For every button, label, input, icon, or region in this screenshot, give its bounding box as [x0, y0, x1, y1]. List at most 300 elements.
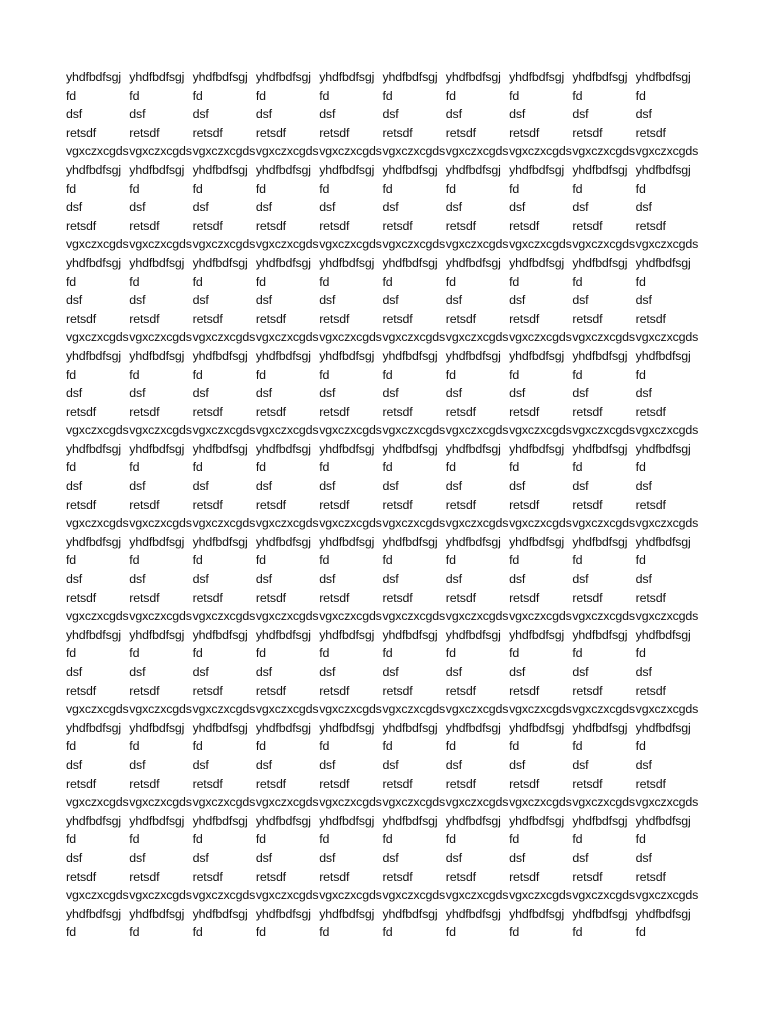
text-cell: vgxczxcgds	[509, 237, 572, 252]
text-cell: dsf	[192, 386, 209, 401]
text-cell: retsdf	[445, 404, 476, 419]
text-cell: dsf	[319, 850, 336, 865]
text-cell: fd	[129, 925, 140, 940]
text-cell: fd	[635, 181, 646, 196]
text-cell: dsf	[319, 572, 336, 587]
text-cell: retsdf	[635, 497, 666, 512]
text-cell: fd	[255, 88, 266, 103]
text-cell: yhdfbdfsgj	[445, 255, 501, 270]
text-cell: yhdfbdfsgj	[129, 441, 185, 456]
text-cell: vgxczxcgds	[382, 330, 446, 345]
text-cell: retsdf	[129, 590, 160, 605]
text-cell: vgxczxcgds	[255, 516, 319, 531]
text-cell: yhdfbdfsgj	[382, 906, 438, 921]
text-cell: yhdfbdfsgj	[572, 906, 628, 921]
text-cell: fd	[129, 274, 140, 289]
text-cell: fd	[255, 274, 266, 289]
text-cell: retsdf	[509, 125, 540, 140]
text-cell: retsdf	[382, 218, 413, 233]
text-cell: vgxczxcgds	[66, 330, 129, 345]
text-cell: fd	[509, 88, 520, 103]
text-cell: dsf	[129, 200, 146, 215]
text-cell: dsf	[635, 479, 652, 494]
text-cell: vgxczxcgds	[319, 516, 382, 531]
text-cell: vgxczxcgds	[66, 888, 129, 903]
text-cell: yhdfbdfsgj	[635, 255, 691, 270]
text-cell: yhdfbdfsgj	[445, 813, 501, 828]
text-cell: retsdf	[129, 311, 160, 326]
text-cell: vgxczxcgds	[445, 888, 509, 903]
text-cell: yhdfbdfsgj	[572, 627, 628, 642]
text-cell: retsdf	[382, 404, 413, 419]
text-cell: retsdf	[66, 218, 97, 233]
text-cell: fd	[382, 181, 393, 196]
text-cell: fd	[255, 646, 266, 661]
text-cell: yhdfbdfsgj	[382, 720, 438, 735]
text-cell: vgxczxcgds	[445, 609, 509, 624]
text-cell: retsdf	[509, 497, 540, 512]
text-cell: retsdf	[635, 218, 666, 233]
text-cell: dsf	[255, 293, 272, 308]
text-cell: dsf	[66, 665, 83, 679]
text-cell: dsf	[255, 850, 272, 865]
text-cell: fd	[319, 460, 330, 475]
text-cell: retsdf	[129, 776, 160, 791]
text-cell: fd	[382, 832, 393, 847]
text-cell: yhdfbdfsgj	[635, 720, 691, 735]
text-cell: retsdf	[509, 869, 540, 884]
text-cell: retsdf	[382, 590, 413, 605]
text-cell: fd	[192, 460, 203, 475]
text-cell: fd	[635, 367, 646, 382]
text-cell: retsdf	[255, 497, 286, 512]
text-cell: retsdf	[445, 311, 476, 326]
text-cell: vgxczxcgds	[509, 795, 572, 810]
text-cell: yhdfbdfsgj	[319, 813, 375, 828]
text-cell: fd	[66, 274, 77, 289]
text-cell: dsf	[66, 572, 83, 587]
text-cell: retsdf	[255, 311, 286, 326]
text-cell: vgxczxcgds	[382, 795, 446, 810]
text-cell: dsf	[255, 479, 272, 494]
text-cell: fd	[509, 274, 520, 289]
text-cell: yhdfbdfsgj	[509, 441, 565, 456]
text-cell: yhdfbdfsgj	[129, 720, 185, 735]
text-cell: yhdfbdfsgj	[445, 162, 501, 177]
text-cell: fd	[129, 367, 140, 382]
text-cell: retsdf	[192, 683, 223, 698]
text-cell: yhdfbdfsgj	[129, 348, 185, 363]
text-cell: vgxczxcgds	[319, 609, 382, 624]
text-cell: dsf	[509, 386, 526, 401]
text-cell: dsf	[635, 850, 652, 865]
text-cell: fd	[129, 88, 140, 103]
text-cell: fd	[319, 553, 330, 568]
text-cell: retsdf	[572, 590, 603, 605]
text-cell: fd	[445, 88, 456, 103]
text-cell: retsdf	[445, 590, 476, 605]
text-cell: yhdfbdfsgj	[382, 813, 438, 828]
text-cell: retsdf	[635, 683, 666, 698]
text-cell: retsdf	[255, 683, 286, 698]
text-cell: retsdf	[66, 869, 97, 884]
text-cell: dsf	[319, 757, 336, 772]
text-cell: yhdfbdfsgj	[255, 162, 311, 177]
text-cell: vgxczxcgds	[635, 609, 699, 624]
text-cell: fd	[445, 460, 456, 475]
text-cell: dsf	[635, 200, 652, 215]
text-cell: fd	[192, 553, 203, 568]
text-cell: fd	[66, 925, 77, 940]
text-cell: vgxczxcgds	[572, 516, 635, 531]
text-cell: yhdfbdfsgj	[255, 627, 311, 642]
text-cell: dsf	[255, 200, 272, 215]
text-cell: retsdf	[445, 776, 476, 791]
text-cell: fd	[382, 274, 393, 289]
text-cell: fd	[66, 460, 77, 475]
text-cell: vgxczxcgds	[635, 330, 699, 345]
text-cell: retsdf	[129, 125, 160, 140]
text-cell: retsdf	[635, 404, 666, 419]
text-cell: yhdfbdfsgj	[635, 70, 691, 84]
text-cell: dsf	[572, 200, 589, 215]
text-cell: dsf	[572, 386, 589, 401]
text-cell: yhdfbdfsgj	[255, 906, 311, 921]
text-cell: dsf	[192, 200, 209, 215]
text-cell: fd	[572, 460, 583, 475]
text-cell: yhdfbdfsgj	[319, 255, 375, 270]
text-cell: yhdfbdfsgj	[66, 441, 121, 456]
text-cell: yhdfbdfsgj	[382, 534, 438, 549]
text-cell: fd	[66, 553, 77, 568]
text-cell: retsdf	[572, 497, 603, 512]
text-cell: dsf	[66, 293, 83, 308]
text-cell: vgxczxcgds	[129, 888, 192, 903]
text-cell: yhdfbdfsgj	[129, 162, 185, 177]
text-cell: yhdfbdfsgj	[192, 441, 248, 456]
text-cell: fd	[319, 274, 330, 289]
text-cell: dsf	[572, 757, 589, 772]
text-cell: yhdfbdfsgj	[66, 906, 121, 921]
text-cell: retsdf	[509, 683, 540, 698]
text-cell: vgxczxcgds	[635, 702, 699, 717]
text-cell: dsf	[509, 665, 526, 679]
text-cell: retsdf	[382, 125, 413, 140]
text-cell: yhdfbdfsgj	[192, 255, 248, 270]
text-cell: dsf	[382, 757, 399, 772]
text-cell: vgxczxcgds	[255, 888, 319, 903]
text-cell: vgxczxcgds	[509, 330, 572, 345]
text-cell: yhdfbdfsgj	[66, 162, 121, 177]
text-cell: yhdfbdfsgj	[445, 348, 501, 363]
text-cell: vgxczxcgds	[319, 144, 382, 159]
text-cell: vgxczxcgds	[382, 702, 446, 717]
text-cell: retsdf	[382, 869, 413, 884]
text-cell: fd	[319, 367, 330, 382]
text-cell: vgxczxcgds	[509, 144, 572, 159]
text-cell: yhdfbdfsgj	[319, 627, 375, 642]
text-cell: fd	[66, 739, 77, 754]
text-cell: dsf	[382, 200, 399, 215]
text-cell: yhdfbdfsgj	[192, 627, 248, 642]
text-cell: yhdfbdfsgj	[635, 348, 691, 363]
text-cell: dsf	[319, 107, 336, 122]
text-cell: retsdf	[255, 218, 286, 233]
text-cell: yhdfbdfsgj	[445, 906, 501, 921]
text-cell: fd	[572, 274, 583, 289]
text-cell: yhdfbdfsgj	[382, 441, 438, 456]
text-cell: retsdf	[572, 218, 603, 233]
text-cell: yhdfbdfsgj	[572, 720, 628, 735]
text-cell: fd	[319, 832, 330, 847]
text-cell: yhdfbdfsgj	[255, 720, 311, 735]
text-cell: yhdfbdfsgj	[509, 813, 565, 828]
text-cell: dsf	[382, 293, 399, 308]
text-cell: yhdfbdfsgj	[572, 70, 628, 84]
text-cell: fd	[66, 367, 77, 382]
text-cell: dsf	[192, 293, 209, 308]
text-cell: retsdf	[445, 218, 476, 233]
text-cell: yhdfbdfsgj	[66, 255, 121, 270]
text-cell: dsf	[129, 850, 146, 865]
text-cell: yhdfbdfsgj	[192, 348, 248, 363]
text-cell: fd	[66, 181, 77, 196]
text-cell: dsf	[445, 293, 462, 308]
text-cell: fd	[192, 925, 203, 940]
text-cell: yhdfbdfsgj	[66, 627, 121, 642]
text-cell: retsdf	[66, 497, 97, 512]
text-cell: retsdf	[509, 590, 540, 605]
text-cell: retsdf	[572, 683, 603, 698]
text-cell: retsdf	[192, 590, 223, 605]
text-cell: fd	[382, 739, 393, 754]
text-cell: retsdf	[66, 311, 97, 326]
text-cell: yhdfbdfsgj	[635, 813, 691, 828]
text-cell: yhdfbdfsgj	[572, 162, 628, 177]
text-cell: fd	[192, 88, 203, 103]
text-cell: dsf	[319, 386, 336, 401]
text-cell: fd	[635, 460, 646, 475]
text-cell: fd	[192, 367, 203, 382]
text-cell: dsf	[66, 850, 83, 865]
text-cell: vgxczxcgds	[635, 423, 699, 438]
text-cell: vgxczxcgds	[382, 516, 446, 531]
text-cell: fd	[509, 925, 520, 940]
text-cell: yhdfbdfsgj	[192, 813, 248, 828]
text-cell: vgxczxcgds	[66, 516, 129, 531]
text-cell: vgxczxcgds	[66, 609, 129, 624]
text-cell: vgxczxcgds	[192, 330, 256, 345]
text-cell: fd	[255, 739, 266, 754]
text-cell: yhdfbdfsgj	[319, 348, 375, 363]
text-cell: fd	[509, 832, 520, 847]
text-cell: fd	[572, 832, 583, 847]
text-cell: fd	[445, 832, 456, 847]
text-cell: retsdf	[445, 497, 476, 512]
text-cell: dsf	[509, 479, 526, 494]
text-cell: retsdf	[319, 776, 350, 791]
text-cell: fd	[572, 181, 583, 196]
text-cell: retsdf	[129, 404, 160, 419]
text-cell: dsf	[572, 850, 589, 865]
text-cell: dsf	[445, 479, 462, 494]
text-cell: retsdf	[509, 218, 540, 233]
text-cell: dsf	[635, 572, 652, 587]
text-cell: dsf	[255, 665, 272, 679]
text-cell: fd	[255, 460, 266, 475]
text-cell: yhdfbdfsgj	[319, 720, 375, 735]
text-cell: dsf	[635, 386, 652, 401]
text-cell: yhdfbdfsgj	[445, 441, 501, 456]
text-cell: dsf	[509, 293, 526, 308]
text-cell: retsdf	[509, 404, 540, 419]
text-cell: fd	[509, 739, 520, 754]
text-cell: yhdfbdfsgj	[572, 441, 628, 456]
text-cell: retsdf	[445, 125, 476, 140]
text-cell: vgxczxcgds	[129, 516, 192, 531]
text-cell: retsdf	[319, 125, 350, 140]
text-cell: vgxczxcgds	[572, 144, 635, 159]
text-cell: fd	[255, 553, 266, 568]
text-cell: dsf	[129, 665, 146, 679]
text-cell: fd	[192, 181, 203, 196]
text-cell: dsf	[635, 757, 652, 772]
text-cell: fd	[319, 646, 330, 661]
text-cell: vgxczxcgds	[319, 702, 382, 717]
text-cell: retsdf	[192, 218, 223, 233]
text-cell: yhdfbdfsgj	[129, 534, 185, 549]
text-cell: yhdfbdfsgj	[129, 906, 185, 921]
text-cell: dsf	[382, 386, 399, 401]
text-cell: vgxczxcgds	[635, 516, 699, 531]
text-cell: retsdf	[572, 311, 603, 326]
text-cell: dsf	[382, 665, 399, 679]
text-cell: vgxczxcgds	[66, 144, 129, 159]
text-cell: vgxczxcgds	[635, 795, 699, 810]
text-cell: yhdfbdfsgj	[255, 441, 311, 456]
text-cell: vgxczxcgds	[572, 330, 635, 345]
text-cell: yhdfbdfsgj	[66, 813, 121, 828]
text-cell: yhdfbdfsgj	[255, 813, 311, 828]
text-cell: yhdfbdfsgj	[635, 162, 691, 177]
text-cell: vgxczxcgds	[509, 516, 572, 531]
text-cell: retsdf	[509, 311, 540, 326]
document-text-grid	[66, 68, 699, 942]
text-cell: yhdfbdfsgj	[509, 70, 565, 84]
text-cell: yhdfbdfsgj	[382, 348, 438, 363]
text-cell: vgxczxcgds	[319, 330, 382, 345]
text-cell: retsdf	[66, 590, 97, 605]
text-cell: retsdf	[635, 311, 666, 326]
text-cell: dsf	[319, 479, 336, 494]
text-cell: retsdf	[255, 404, 286, 419]
text-cell: vgxczxcgds	[255, 330, 319, 345]
text-cell: dsf	[572, 572, 589, 587]
text-cell: retsdf	[572, 404, 603, 419]
text-cell: fd	[255, 832, 266, 847]
text-cell: fd	[445, 181, 456, 196]
text-cell: retsdf	[192, 869, 223, 884]
text-cell: retsdf	[445, 869, 476, 884]
text-cell: yhdfbdfsgj	[635, 627, 691, 642]
text-cell: retsdf	[319, 683, 350, 698]
text-cell: fd	[572, 739, 583, 754]
text-cell: vgxczxcgds	[445, 144, 509, 159]
text-cell: fd	[635, 739, 646, 754]
text-cell: yhdfbdfsgj	[509, 906, 565, 921]
text-cell: fd	[255, 925, 266, 940]
text-cell: retsdf	[319, 590, 350, 605]
text-cell: retsdf	[255, 590, 286, 605]
text-cell: fd	[255, 181, 266, 196]
text-cell: dsf	[255, 107, 272, 122]
text-cell: retsdf	[192, 776, 223, 791]
text-cell: dsf	[129, 479, 146, 494]
text-cell: vgxczxcgds	[319, 423, 382, 438]
text-cell: yhdfbdfsgj	[635, 441, 691, 456]
text-cell: vgxczxcgds	[572, 423, 635, 438]
text-cell: dsf	[129, 572, 146, 587]
text-cell: yhdfbdfsgj	[129, 255, 185, 270]
text-cell: yhdfbdfsgj	[445, 70, 501, 84]
text-cell: retsdf	[635, 776, 666, 791]
text-cell: vgxczxcgds	[319, 237, 382, 252]
text-cell: yhdfbdfsgj	[192, 70, 248, 84]
text-cell: fd	[445, 553, 456, 568]
text-cell: retsdf	[129, 497, 160, 512]
text-cell: fd	[572, 88, 583, 103]
text-cell: vgxczxcgds	[66, 795, 129, 810]
text-cell: dsf	[382, 479, 399, 494]
text-cell: dsf	[192, 757, 209, 772]
text-cell: retsdf	[382, 311, 413, 326]
text-cell: yhdfbdfsgj	[66, 348, 121, 363]
text-cell: fd	[445, 925, 456, 940]
text-cell: vgxczxcgds	[192, 423, 256, 438]
text-cell: fd	[129, 832, 140, 847]
text-cell: retsdf	[382, 776, 413, 791]
text-cell: fd	[129, 646, 140, 661]
text-cell: fd	[129, 460, 140, 475]
text-cell: fd	[192, 832, 203, 847]
text-cell: vgxczxcgds	[319, 888, 382, 903]
text-cell: vgxczxcgds	[192, 144, 256, 159]
text-cell: retsdf	[129, 869, 160, 884]
text-cell: dsf	[192, 665, 209, 679]
text-cell: yhdfbdfsgj	[509, 627, 565, 642]
text-cell: dsf	[635, 293, 652, 308]
text-cell: vgxczxcgds	[572, 237, 635, 252]
text-cell: yhdfbdfsgj	[255, 70, 311, 84]
text-cell: yhdfbdfsgj	[192, 906, 248, 921]
text-cell: vgxczxcgds	[445, 795, 509, 810]
text-cell: yhdfbdfsgj	[382, 627, 438, 642]
text-cell: yhdfbdfsgj	[319, 70, 375, 84]
text-cell: retsdf	[319, 869, 350, 884]
text-cell: yhdfbdfsgj	[129, 627, 185, 642]
text-cell: yhdfbdfsgj	[509, 255, 565, 270]
text-cell: fd	[319, 181, 330, 196]
text-cell: vgxczxcgds	[192, 237, 256, 252]
text-cell: fd	[255, 367, 266, 382]
text-cell: dsf	[635, 107, 652, 122]
text-cell: dsf	[66, 200, 83, 215]
text-cell: dsf	[129, 386, 146, 401]
text-cell: dsf	[445, 757, 462, 772]
text-cell: dsf	[509, 200, 526, 215]
text-cell: yhdfbdfsgj	[319, 906, 375, 921]
text-cell: fd	[635, 925, 646, 940]
